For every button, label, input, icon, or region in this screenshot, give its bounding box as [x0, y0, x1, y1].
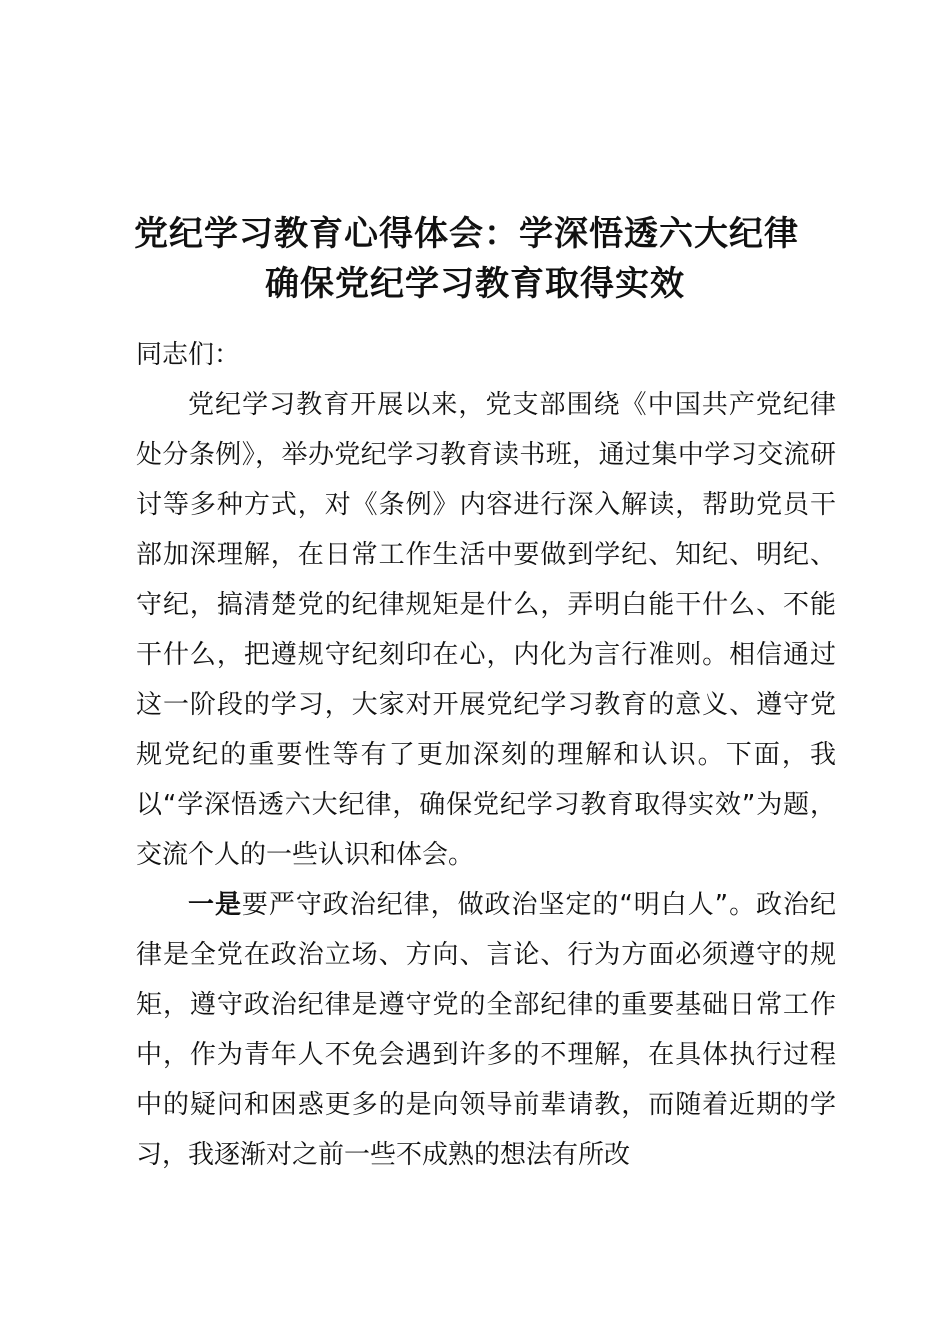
paragraph-lead: 一是: [188, 890, 242, 920]
title-line-1: 党纪学习教育心得体会：学深悟透六大纪律: [134, 214, 799, 254]
paragraph-political-discipline: [136, 880, 836, 1180]
paragraph-intro: 党纪学习教育开展以来，党支部围绕《中国共产党纪律处分条例》，举办党纪学习教育读书班，通过集中学习交流研讨等多种方式，对《条例》内容进行深入解读，帮助党员干部加深理解，在日常工作生活中要做到学纪、知纪、明纪、守纪，搞清楚党的纪律规矩是什么，弄明白能干什么、不能干什么，把遵规守纪刻印在心，内化为言行准则。相信通过这一阶段的学习，大家对开展党纪学习教育的意义、遵守党规党纪的重要性等有了更加深刻的理解和认识。下面，我以“学深悟透六大纪律，确保党纪学习教育取得实效”为题，交流个人的一些认识和体会。: [136, 390, 836, 870]
title-line-2: 确保党纪学习教育取得实效: [265, 264, 685, 304]
document-body: [136, 330, 836, 1180]
paragraph-text: 要严守政治纪律，做政治坚定的“明白人”。政治纪律是全党在政治立场、方向、言论、行为方面必须遵守的规矩，遵守政治纪律是遵守党的全部纪律的重要基础日常工作中，作为青年人不免会遇到许多的不理解，在具体执行过程中的疑问和困惑更多的是向领导前辈请教，而随着近期的学习，我逐渐对之前一些不成熟的想法有所改: [136, 890, 836, 1170]
greeting: 同志们：: [136, 340, 241, 370]
